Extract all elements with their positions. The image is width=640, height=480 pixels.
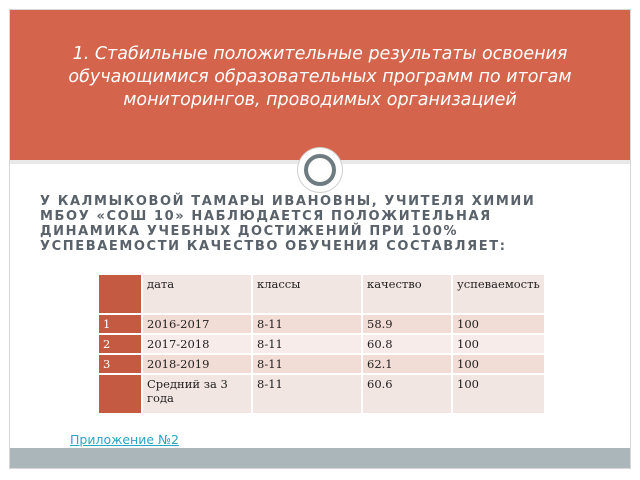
table-cell: 100 — [452, 314, 545, 334]
table-cell: 8-11 — [252, 354, 362, 374]
row-number-cell: 2 — [98, 334, 142, 354]
table-cell: 60.6 — [362, 374, 452, 414]
table-cell: 8-11 — [252, 374, 362, 414]
table-row — [98, 334, 545, 354]
table-cell: 100 — [452, 334, 545, 354]
table-row — [98, 354, 545, 374]
table-cell: 100 — [452, 354, 545, 374]
row-number-cell: 1 — [98, 314, 142, 334]
slide-subtitle: У КАЛМЫКОВОЙ ТАМАРЫ ИВАНОВНЫ, УЧИТЕЛЯ ХИМИИ МБОУ «СОШ 10» НАБЛЮДАЕТСЯ ПОЛОЖИТЕЛЬНАЯ ДИНАМИКА УЧЕБНЫХ ДОСТИЖЕНИЙ ПРИ 100% УСПЕВАЕМОСТИ КАЧЕСТВО ОБУЧЕНИЯ СОСТАВЛЯЕТ: — [40, 194, 536, 254]
title-band — [10, 10, 630, 160]
table-cell: 8-11 — [252, 334, 362, 354]
table-cell: 62.1 — [362, 354, 452, 374]
header-cell: дата — [142, 274, 252, 314]
table-cell: 8-11 — [252, 314, 362, 334]
table-cell: 60.8 — [362, 334, 452, 354]
table-row — [98, 374, 545, 414]
slide — [10, 10, 630, 468]
table-header-row — [98, 274, 545, 314]
ring-inner — [304, 154, 336, 186]
table-row — [98, 314, 545, 334]
bottom-bar — [10, 448, 630, 468]
header-cell: классы — [252, 274, 362, 314]
header-cell: успеваемость — [452, 274, 545, 314]
table-cell: Средний за 3 года — [142, 374, 252, 414]
ring-ornament-icon — [298, 148, 342, 192]
slide-title: 1. Стабильные положительные результаты освоения обучающимися образовательных программ по итогам мониторингов, проводимых организацией — [68, 44, 572, 110]
row-number-cell: 3 — [98, 354, 142, 374]
table-cell: 58.9 — [362, 314, 452, 334]
table-cell: 2016-2017 — [142, 314, 252, 334]
table-cell: 2018-2019 — [142, 354, 252, 374]
header-cell: качество — [362, 274, 452, 314]
table-cell: 2017-2018 — [142, 334, 252, 354]
header-cell — [98, 274, 142, 314]
results-table — [97, 273, 546, 415]
row-number-cell — [98, 374, 142, 414]
appendix-link[interactable]: Приложение №2 — [70, 432, 179, 447]
table-cell: 100 — [452, 374, 545, 414]
